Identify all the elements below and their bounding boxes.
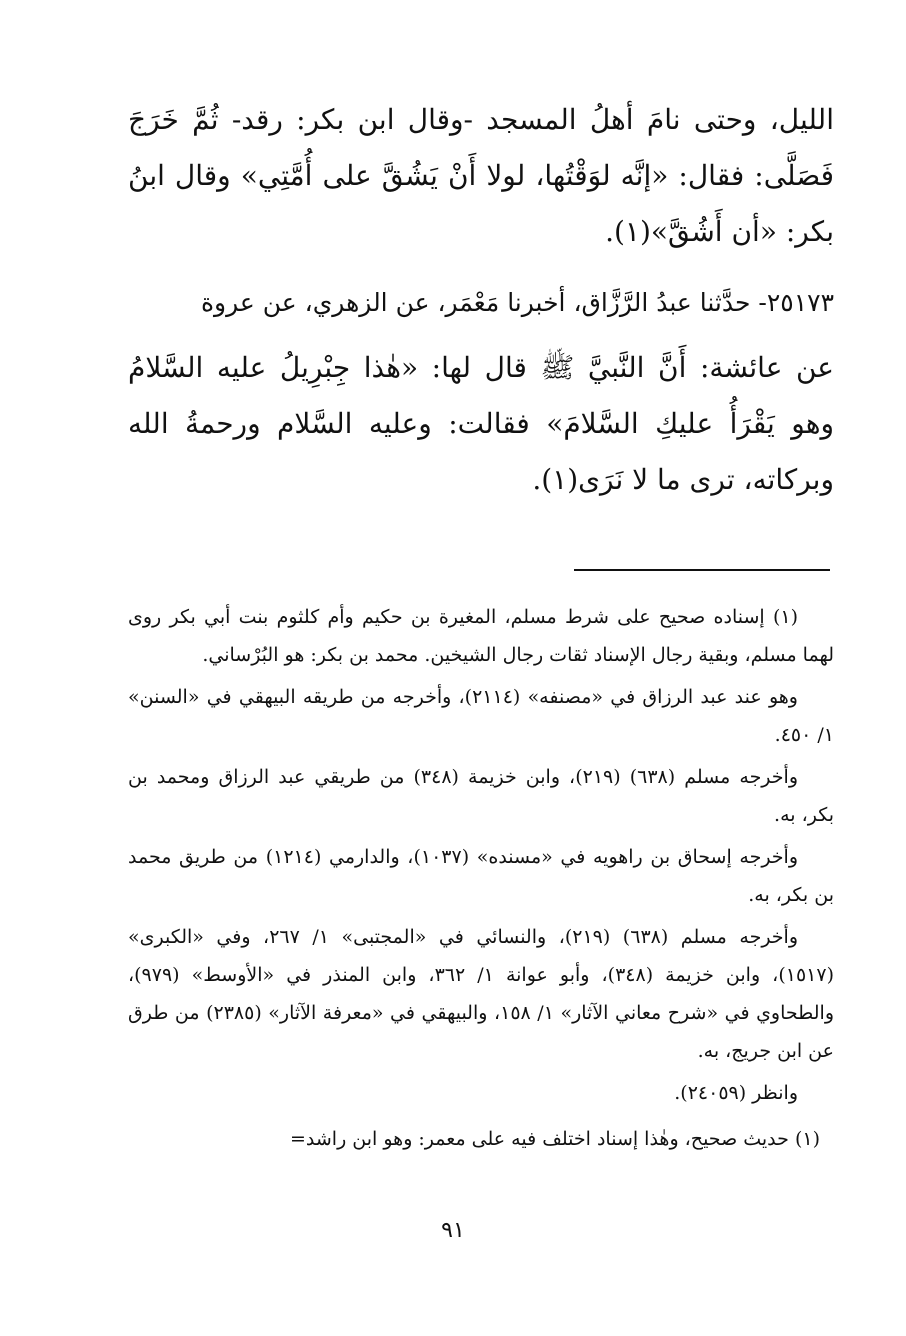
footnote-paragraph: (١) حديث صحيح، وهٰذا إسناد اختلف فيه على معمر: وهو ابن راشد=	[289, 1128, 820, 1150]
footnotes	[128, 598, 834, 1158]
footnote-paragraph: وأخرجه إسحاق بن راهويه في «مسنده» (١٠٣٧)، والدارمي (١٢١٤) من طريق محمد بن بكر، به.	[128, 846, 834, 906]
footnote-paragraph: وأخرجه مسلم (٦٣٨) (٢١٩)، والنسائي في «المجتبى» ١/ ٢٦٧، وفي «الكبرى» (١٥١٧)، وابن خزيمة (٣٤٨)، وأبو عوانة ١/ ٣٦٢، وابن المنذر في «الأوسط» (٩٧٩)، والطحاوي في «شرح معاني الآثار» ١/ ١٥٨، والبيهقي في «معرفة الآثار» (٢٣٨٥) من طرق عن ابن جريج، به.	[128, 926, 834, 1062]
main-paragraph: الليل، وحتى نامَ أهلُ المسجد -وقال ابن بكر: رقد- ثُمَّ خَرَجَ فَصَلَّى: فقال: «إنَّه لوَقْتُها، لولا أَنْ يَشُقَّ على أُمَّتِي» وقال ابنُ بكر: «أن أَشُقَّ»(١).	[128, 103, 834, 248]
page-number: ٩١	[441, 1218, 465, 1243]
main-text	[128, 92, 834, 508]
hadith-text: عن عائشة: أَنَّ النَّبيَّ ﷺ قال لها: «هٰذا جِبْرِيلُ عليه السَّلامُ وهو يَقْرَأُ عليكِ السَّلامَ» فقالت: وعليه السَّلام ورحمةُ الله وبركاته، ترى ما لا نَرَى(١).	[128, 351, 834, 496]
footnote-paragraph: وهو عند عبد الرزاق في «مصنفه» (٢١١٤)، وأخرجه من طريقه البيهقي في «السنن» ١/ ٤٥٠.	[128, 686, 834, 746]
footnote-paragraph: وأخرجه مسلم (٦٣٨) (٢١٩)، وابن خزيمة (٣٤٨) من طريقي عبد الرزاق ومحمد بن بكر، به.	[128, 766, 834, 826]
hadith-chain-header: ٢٥١٧٣- حدَّثنا عبدُ الرَّزَّاق، أخبرنا مَعْمَر، عن الزهري، عن عروة	[200, 288, 834, 317]
footnote-paragraph: (١) إسناده صحيح على شرط مسلم، المغيرة بن حكيم وأم كلثوم بنت أبي بكر روى لهما مسلم، وبقية رجال الإسناد ثقات رجال الشيخين. محمد بن بكر: هو البُرْساني.	[128, 606, 834, 666]
footnote-separator	[574, 569, 830, 571]
footnote-paragraph: وانظر (٢٤٠٥٩).	[674, 1082, 798, 1104]
